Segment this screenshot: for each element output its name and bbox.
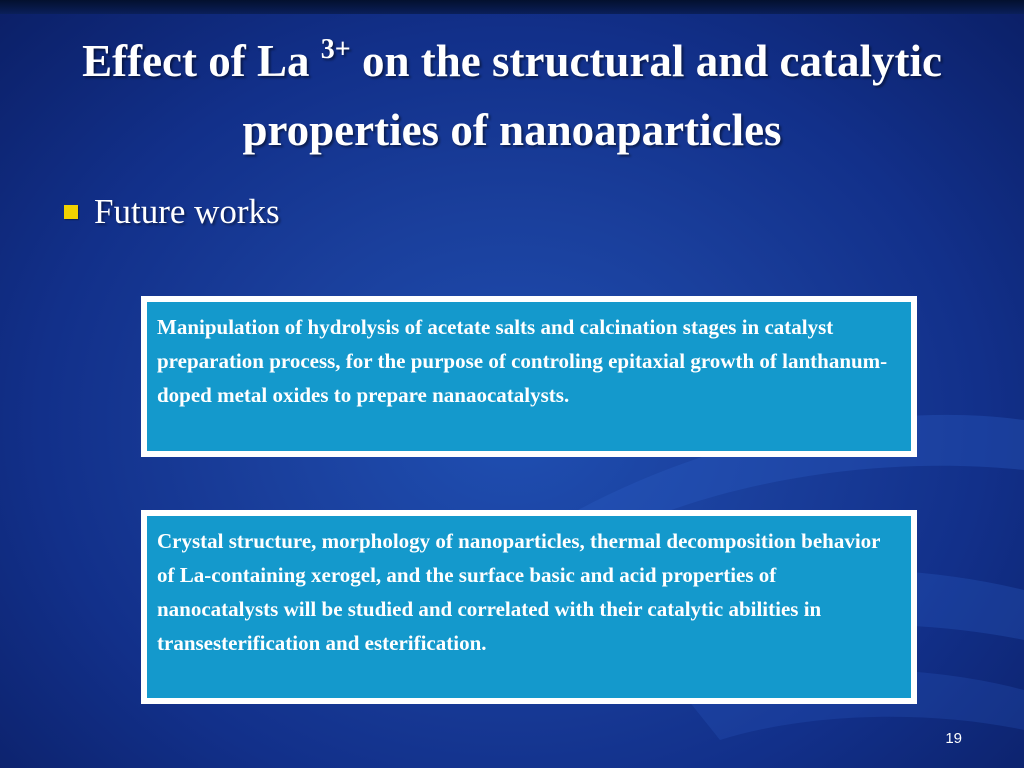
slide-title-part1: Effect of La	[82, 36, 310, 86]
bullet-text: Future works	[94, 192, 280, 231]
text-box-2	[141, 510, 917, 704]
bullet-item	[64, 190, 280, 234]
slide-title-part2: on the structural and catalytic properties of nanoaparticles	[242, 36, 942, 155]
text-box-2-content: Crystal structure, morphology of nanoparticles, thermal decomposition behavior of La-containing xerogel, and the surface basic and acid properties of nanocatalysts will be studied and correlated with their catalytic abilities in transesterification and esterification.	[147, 516, 911, 698]
top-band	[0, 0, 1024, 14]
slide-title-superscript: 3+	[320, 34, 351, 65]
slide-title	[30, 30, 994, 161]
text-box-1-content: Manipulation of hydrolysis of acetate salts and calcination stages in catalyst preparation process, for the purpose of controling epitaxial growth of lanthanum-doped metal oxides to prepare nanaocatalysts.	[147, 302, 911, 451]
text-box-1	[141, 296, 917, 457]
page-number: 19	[945, 730, 962, 747]
square-bullet-icon	[64, 205, 78, 219]
